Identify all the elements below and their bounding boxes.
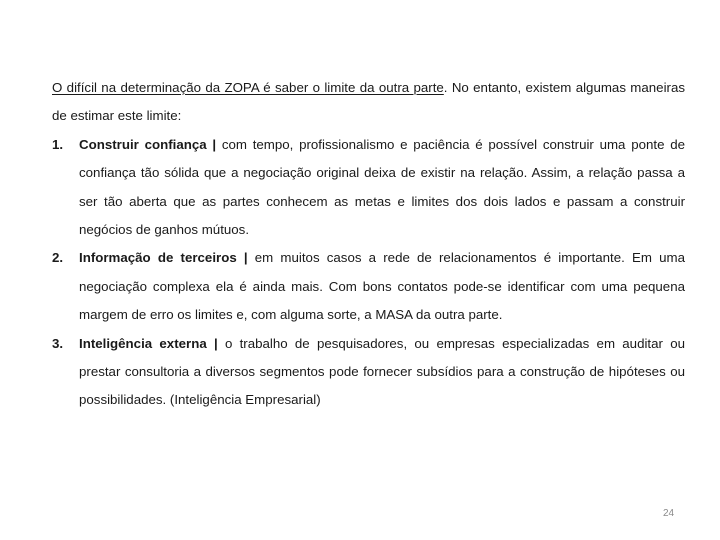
intro-underlined-text: O difícil na determinação da ZOPA é saber o limite da outra parte — [52, 80, 444, 95]
list-item — [52, 330, 685, 415]
list-item-title: Construir confiança | — [79, 136, 217, 152]
list-item-text: o trabalho de pesquisadores, ou empresas especializadas em auditar ou prestar consultoria a diversos segmentos pode fornecer subsídios para a construção de hipóteses ou possibilidades. (Inteligência Empresarial) — [79, 335, 685, 408]
page-number: 24 — [663, 508, 675, 519]
list-item-title: Inteligência externa | — [79, 335, 218, 351]
slide-content — [52, 74, 685, 415]
list-item-text: em muitos casos a rede de relacionamentos é importante. Em uma negociação complexa ela é ainda mais. Com bons contatos pode-se identificar com uma pequena margem de erro os limites e, com alguma sorte, a MASA da outra parte. — [79, 250, 685, 323]
strategies-list — [52, 131, 685, 415]
list-item — [52, 244, 685, 329]
list-item — [52, 131, 685, 245]
intro-rest-text: . No entanto, existem algumas maneiras de estimar este limite: — [52, 80, 685, 124]
list-item-number: 3. — [52, 335, 64, 351]
list-item-number: 2. — [52, 250, 64, 266]
list-item-number: 1. — [52, 136, 64, 152]
list-item-text: com tempo, profissionalismo e paciência é possível construir uma ponte de confiança tão sólida que a negociação original deixa de existir na relação. Assim, a relação passa a ser tão aberta que as partes conhecem as metas e limites dos dois lados e passam a construir negócios de ganhos mútuos. — [79, 136, 685, 238]
list-item-title: Informação de terceiros | — [79, 250, 248, 266]
intro-paragraph — [52, 74, 685, 131]
